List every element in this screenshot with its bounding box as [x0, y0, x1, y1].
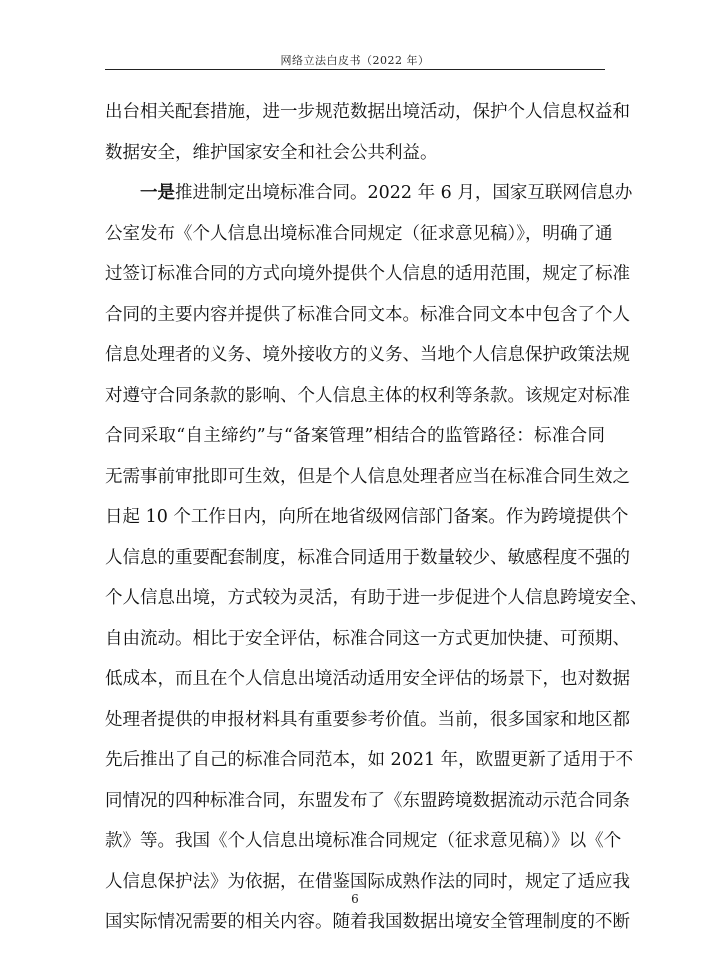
- text-line: 信息处理者的义务、境外接收方的义务、当地个人信息保护政策法规: [105, 345, 630, 365]
- text-line: 无需事前审批即可生效，但是个人信息处理者应当在标准合同生效之: [105, 466, 630, 487]
- header-rule: [105, 69, 605, 70]
- text-line-rest: 推进制定出境标准合同。2022 年 6 月，国家互联网信息办: [175, 183, 633, 203]
- text-line: 低成本，而且在个人信息出境活动适用安全评估的场景下，也对数据: [105, 669, 630, 689]
- text-line: 个人信息出境，方式较为灵活，有助于进一步促进个人信息跨境安全、: [105, 588, 648, 608]
- text-line: 处理者提供的申报材料具有重要参考价值。当前，很多国家和地区都: [105, 709, 630, 730]
- text-line: 数据安全，维护国家安全和社会公共利益。: [105, 142, 438, 163]
- paragraph-first-line: [105, 173, 633, 214]
- text-line: 先后推出了自己的标准合同范本，如 2021 年，欧盟更新了适用于不: [105, 750, 634, 770]
- text-line: 公室发布《个人信息出境标准合同规定（征求意见稿）》，明确了通: [105, 223, 613, 244]
- text-line: 自由流动。相比于安全评估，标准合同这一方式更加快捷、可预期、: [105, 628, 630, 649]
- text-line: 同情况的四种标准合同，东盟发布了《东盟跨境数据流动示范合同条: [105, 790, 630, 811]
- paragraph-lead: 一是: [140, 183, 175, 203]
- page-number: 6: [351, 892, 359, 906]
- text-line: 款》等。我国《个人信息出境标准合同规定（征求意见稿）》以《个: [105, 831, 622, 851]
- text-line: 人信息的重要配套制度，标准合同适用于数量较少、敏感程度不强的: [105, 547, 630, 568]
- running-header: 网络立法白皮书（2022 年）: [280, 54, 430, 67]
- text-line: 人信息保护法》为依据，在借鉴国际成熟作法的同时，规定了适应我: [105, 871, 630, 892]
- text-line: 合同的主要内容并提供了标准合同文本。标准合同文本中包含了个人: [105, 304, 630, 325]
- text-line: 合同采取“自主缔约”与“备案管理”相结合的监管路径：标准合同: [105, 426, 605, 446]
- body-text: [105, 92, 648, 943]
- text-line: 过签订标准合同的方式向境外提供个人信息的适用范围，规定了标准: [105, 264, 630, 284]
- text-line: 出台相关配套措施，进一步规范数据出境活动，保护个人信息权益和: [105, 102, 630, 122]
- text-line: 日起 10 个工作日内，向所在地省级网信部门备案。作为跨境提供个: [105, 507, 629, 527]
- text-line: 国实际情况需要的相关内容。随着我国数据出境安全管理制度的不断: [105, 912, 630, 932]
- text-line: 对遵守合同条款的影响、个人信息主体的权利等条款。该规定对标准: [105, 385, 630, 406]
